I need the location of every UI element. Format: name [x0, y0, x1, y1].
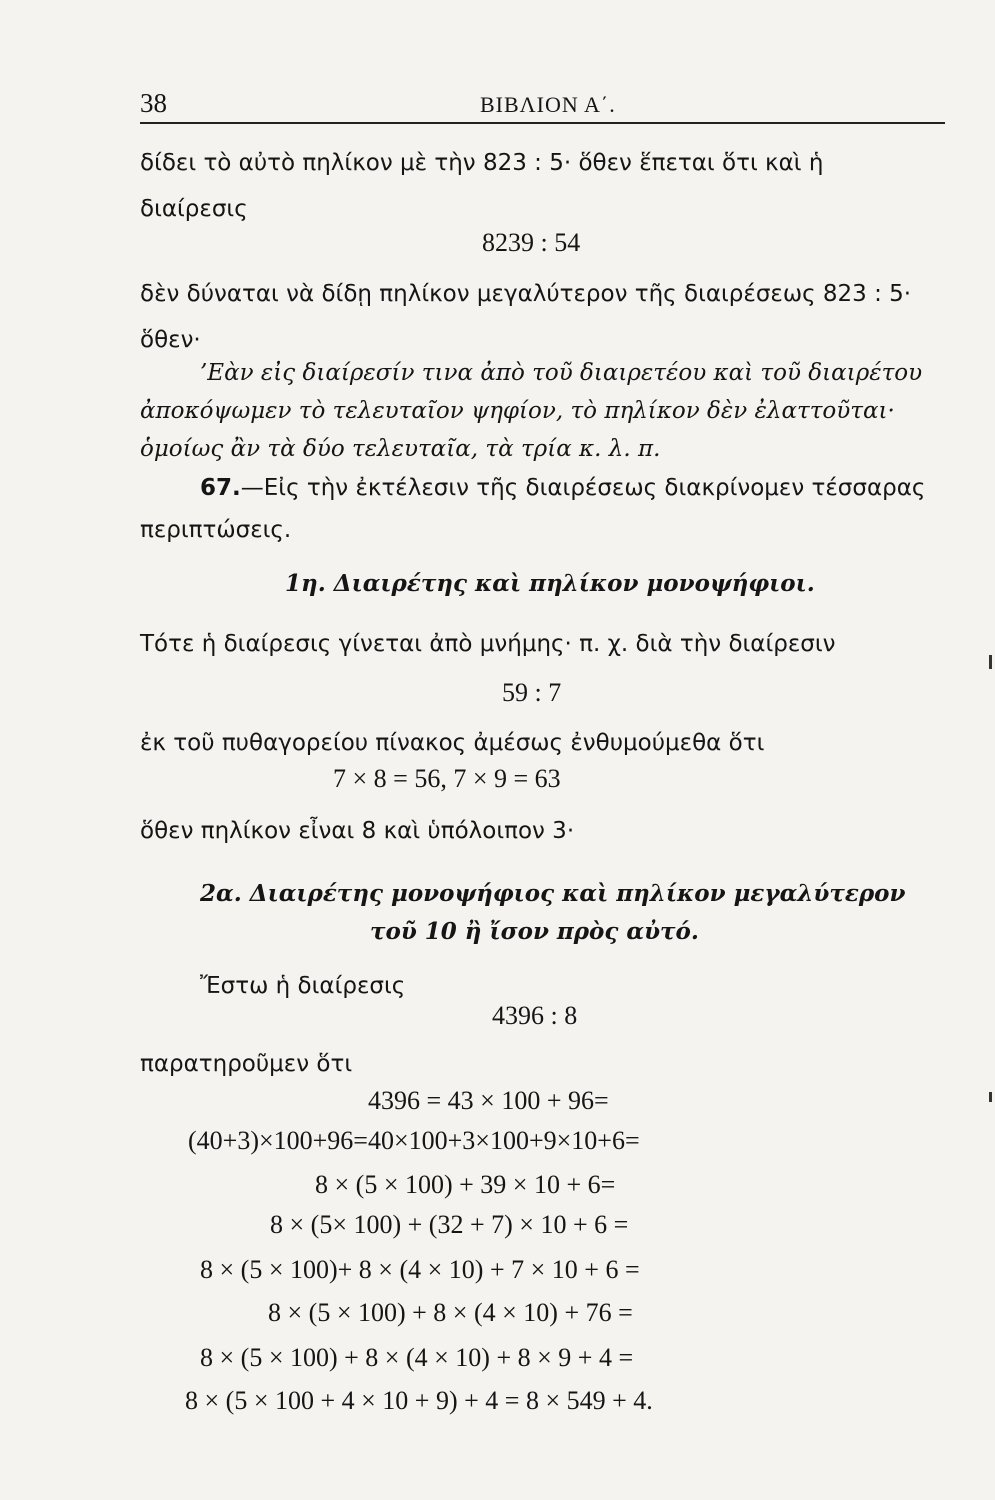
equation-line: 8 × (5× 100) + (32 + 7) × 10 + 6 =	[270, 1210, 629, 1239]
equation-line: 8 × (5 × 100)+ 8 × (4 × 10) + 7 × 10 + 6 =	[200, 1255, 640, 1284]
case-heading-2: 2α. Διαιρέτης μονοψήφιος καὶ πηλίκον μεγαλύτερον	[200, 880, 906, 907]
equation-line: 4396 = 43 × 100 + 96=	[368, 1086, 609, 1115]
text-line: ἐκ τοῦ πυθαγορείου πίνακος ἀμέσως ἐνθυμούμεθα ὅτι	[140, 730, 765, 756]
equation-line: 8 × (5 × 100) + 8 × (4 × 10) + 76 =	[268, 1298, 633, 1327]
scan-edge-mark	[989, 1092, 992, 1102]
paragraph-text: —Εἰς τὴν ἐκτέλεσιν τῆς διαιρέσεως διακρίνομεν τέσσαρας	[240, 475, 926, 501]
case-heading-2-cont: τοῦ 10 ἢ ἴσον πρὸς αὐτό.	[370, 918, 699, 945]
text-line: Ἔστω ἡ διαίρεσις	[200, 973, 406, 999]
header-rule	[140, 122, 945, 124]
running-head: ΒΙΒΛΙΟΝ Α΄.	[480, 92, 616, 117]
equation-line: 8 × (5 × 100) + 8 × (4 × 10) + 8 × 9 + 4 =	[200, 1343, 634, 1372]
text-line: περιπτώσεις.	[140, 517, 292, 543]
text-line: δὲν δύναται νὰ δίδῃ πηλίκον μεγαλύτερον τῆς διαιρέσεως 823 : 5·	[140, 281, 912, 307]
equation-line: (40+3)×100+96=40×100+3×100+9×10+6=	[188, 1126, 640, 1155]
text-line: διαίρεσις	[140, 196, 248, 222]
text-line: Τότε ἡ διαίρεσις γίνεται ἀπὸ μνήμης· π. χ. διὰ τὴν διαίρεσιν	[140, 631, 836, 657]
equation-line: 8 × (5 × 100) + 39 × 10 + 6=	[315, 1170, 616, 1199]
page-number: 38	[140, 88, 167, 118]
equation-line: 8 × (5 × 100 + 4 × 10 + 9) + 4 = 8 × 549 + 4.	[185, 1386, 653, 1415]
text-line: ὅθεν πηλίκον εἶναι 8 καὶ ὑπόλοιπον 3·	[140, 818, 575, 844]
paragraph-number: 67.	[200, 475, 241, 501]
rule-statement-line: ’Εὰν εἰς διαίρεσίν τινα ἀπὸ τοῦ διαιρετέου καὶ τοῦ διαιρέτου	[200, 360, 923, 386]
rule-statement-line: ἀποκόψωμεν τὸ τελευταῖον ψηφίον, τὸ πηλίκον δὲν ἐλαττοῦται·	[140, 398, 895, 424]
math-line: 4396 : 8	[492, 1001, 578, 1030]
text-line: ὅθεν·	[140, 327, 201, 353]
math-line: 7 × 8 = 56, 7 × 9 = 63	[333, 764, 561, 793]
case-heading-1: 1η. Διαιρέτης καὶ πηλίκον μονοψήφιοι.	[285, 570, 815, 597]
rule-statement-line: ὁμοίως ἂν τὰ δύο τελευταῖα, τὰ τρία κ. λ. π.	[140, 436, 661, 462]
paragraph-67	[200, 475, 925, 501]
text-line: δίδει τὸ αὐτὸ πηλίκον μὲ τὴν 823 : 5· ὅθεν ἕπεται ὅτι καὶ ἡ	[140, 150, 824, 176]
text-line: παρατηροῦμεν ὅτι	[140, 1051, 353, 1077]
scan-edge-mark	[989, 655, 992, 669]
math-line: 59 : 7	[502, 678, 562, 707]
math-line: 8239 : 54	[482, 228, 581, 257]
